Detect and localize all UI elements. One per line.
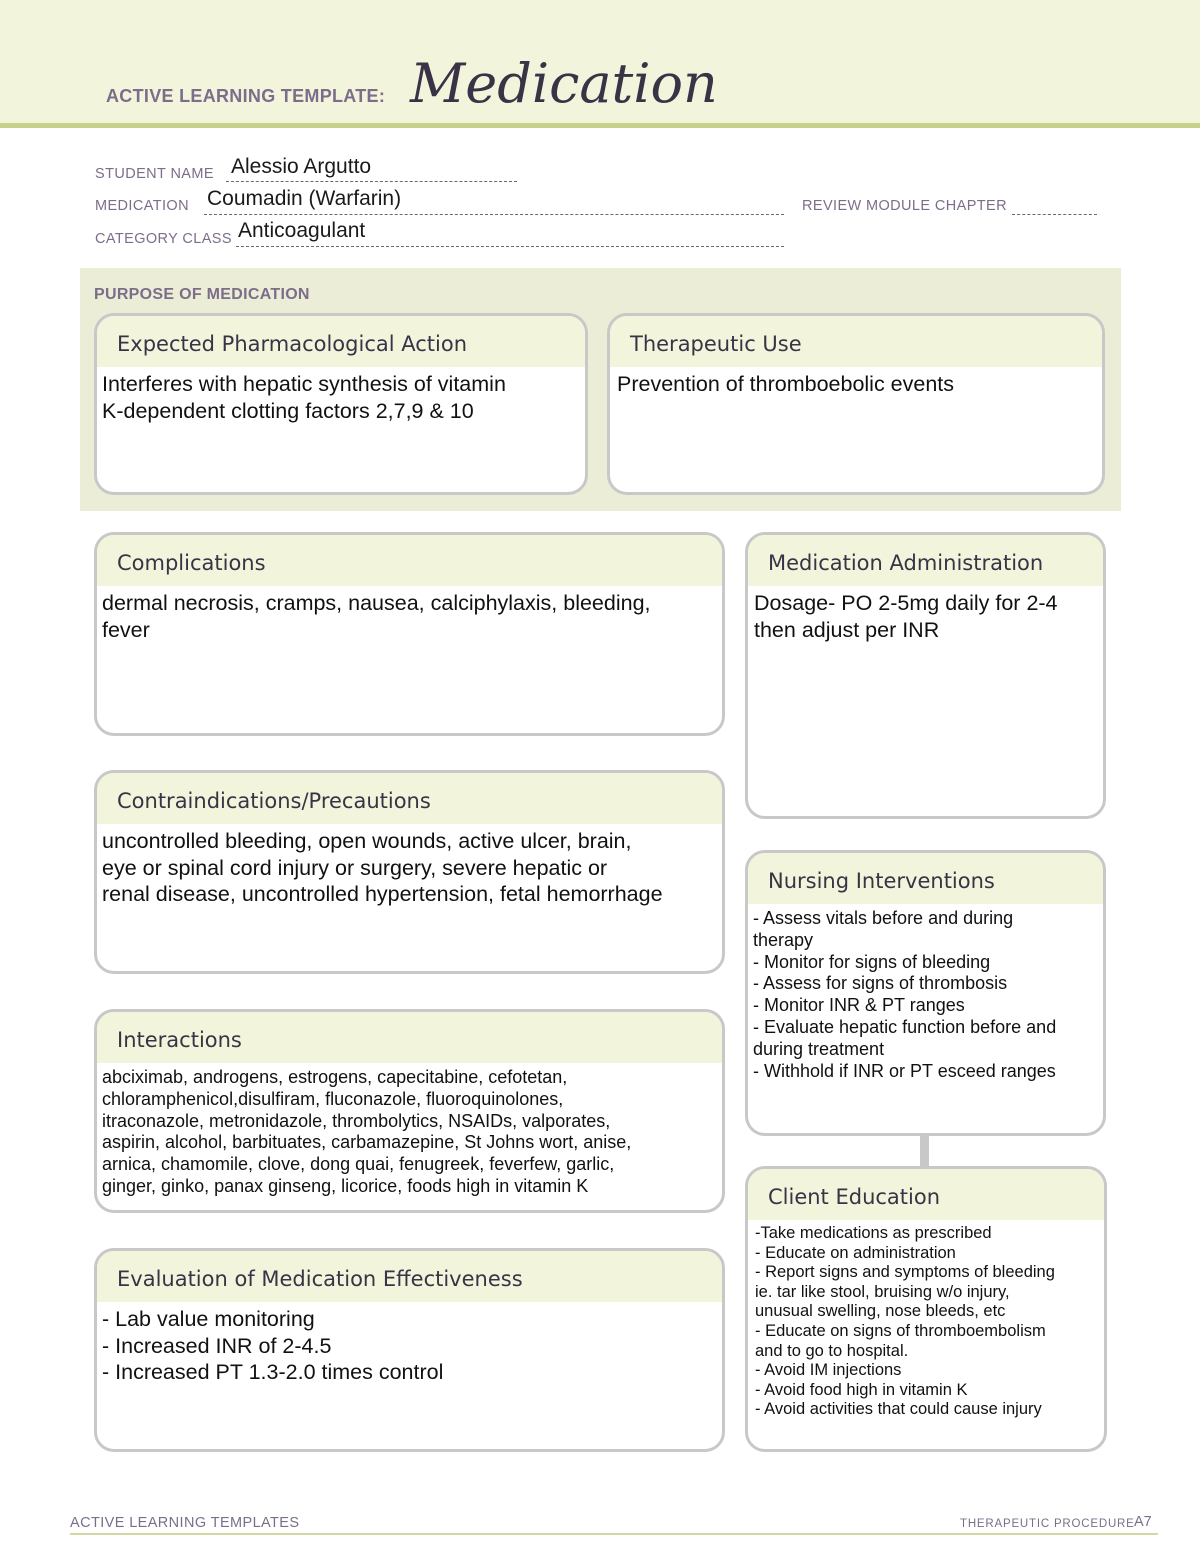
complications-box (94, 532, 725, 736)
review-module-label: REVIEW MODULE CHAPTER (802, 198, 1007, 214)
complications-text[interactable]: dermal necrosis, cramps, nausea, calciphylaxis, bleeding, fever (102, 591, 651, 642)
evaluation-title: Evaluation of Medication Effectiveness (97, 1251, 722, 1302)
page-title: Medication (410, 52, 718, 115)
contraindications-box (94, 770, 725, 974)
medication-value[interactable]: Coumadin (Warfarin) (207, 187, 402, 210)
interactions-text[interactable]: abciximab, androgens, estrogens, capecitabine, cefotetan, chloramphenicol,disulfiram, fluconazole, fluoroquinolones, itraconazole, metronidazole, thrombolytics, NSAIDs, valporates, aspirin, alcohol, barbituates, carbamazepine, St Johns wort, anise, arnica, chamomile, clove, dong quai, fenugreek, feverfew, garlic, ginger, ginko, panax ginseng, licorice, foods high in vitamin K (102, 1067, 632, 1196)
medication-administration-box (745, 532, 1106, 819)
complications-title: Complications (97, 535, 722, 586)
category-class-label: CATEGORY CLASS (95, 231, 232, 247)
expected-action-box (94, 313, 588, 495)
footer-right: THERAPEUTIC PROCEDURE (960, 1518, 1135, 1530)
category-class-value[interactable]: Anticoagulant (238, 219, 366, 242)
medication-label: MEDICATION (95, 198, 189, 214)
nursing-interventions-box (745, 850, 1106, 1136)
page-number: A7 (1134, 1514, 1152, 1530)
template-label: ACTIVE LEARNING TEMPLATE: (106, 86, 386, 106)
interactions-box (94, 1009, 725, 1213)
client-education-box (745, 1166, 1107, 1452)
therapeutic-use-box (607, 313, 1105, 495)
student-name-value[interactable]: Alessio Argutto (231, 155, 372, 178)
footer-left: ACTIVE LEARNING TEMPLATES (70, 1515, 300, 1531)
footer-rule (70, 1533, 1158, 1535)
medication-administration-text[interactable]: Dosage- PO 2-5mg daily for 2-4 then adjust per INR (754, 591, 1058, 642)
medication-administration-title: Medication Administration (748, 535, 1103, 586)
evaluation-text[interactable]: - Lab value monitoring - Increased INR of 2-4.5 - Increased PT 1.3-2.0 times control (102, 1307, 444, 1384)
purpose-label: PURPOSE OF MEDICATION (94, 286, 310, 303)
student-name-label: STUDENT NAME (95, 166, 214, 182)
client-education-title: Client Education (748, 1169, 1104, 1220)
expected-action-text[interactable]: Interferes with hepatic synthesis of vitamin K-dependent clotting factors 2,7,9 & 10 (102, 372, 506, 423)
header-rule (0, 123, 1200, 128)
nursing-interventions-text[interactable]: - Assess vitals before and during therapy - Monitor for signs of bleeding - Assess for signs of thrombosis - Monitor INR & PT ranges - Evaluate hepatic function before and during treatment - Withhold if INR or PT esceed ranges (753, 908, 1057, 1081)
interactions-title: Interactions (97, 1012, 722, 1063)
contraindications-title: Contraindications/Precautions (97, 773, 722, 824)
nursing-interventions-title: Nursing Interventions (748, 853, 1103, 904)
box-connector (920, 1136, 929, 1166)
student-name-line (226, 181, 517, 182)
expected-action-title: Expected Pharmacological Action (97, 316, 585, 367)
medication-line (204, 214, 784, 215)
contraindications-text[interactable]: uncontrolled bleeding, open wounds, active ulcer, brain, eye or spinal cord injury or surgery, severe hepatic or renal disease, uncontrolled hypertension, fetal hemorrhage (102, 829, 663, 906)
client-education-text[interactable]: -Take medications as prescribed - Educate on administration - Report signs and symptoms of bleeding ie. tar like stool, bruising w/o injury, unusual swelling, nose bleeds, etc - Educate on signs of thromboembolism and to go to hospital. - Avoid IM injections - Avoid food high in vitamin K - Avoid activities that could cause injury (755, 1224, 1055, 1419)
therapeutic-use-title: Therapeutic Use (610, 316, 1102, 367)
evaluation-box (94, 1248, 725, 1452)
review-module-line[interactable] (1012, 214, 1097, 215)
therapeutic-use-text[interactable]: Prevention of thromboebolic events (617, 372, 955, 396)
category-class-line (236, 246, 784, 247)
